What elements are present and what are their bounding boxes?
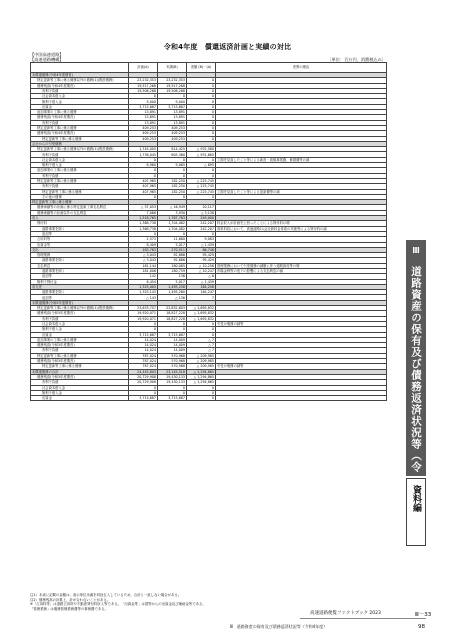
row-plan: 8,960 bbox=[129, 163, 158, 168]
row-actual: 23,232,353 bbox=[158, 78, 187, 83]
row-plan: 23,633,757 bbox=[129, 306, 158, 311]
footnote: 注2）債務残高の計算上、計が合わないことがある。 bbox=[30, 597, 111, 602]
row-plan: 0 bbox=[129, 168, 158, 173]
row-actual: 0 bbox=[158, 231, 187, 236]
row-actual: 3,715,687 bbox=[158, 104, 187, 109]
row-diff: 0 bbox=[187, 120, 216, 125]
row-plan: 0 bbox=[129, 194, 158, 199]
row-label: 出資金 bbox=[31, 104, 129, 109]
header-diff: 差額 (B)－(A) bbox=[187, 63, 216, 73]
row-plan: 13,891 bbox=[129, 120, 158, 125]
row-diff: 20,117 bbox=[187, 205, 216, 210]
row-actual: 570,968 bbox=[158, 364, 187, 369]
row-label: 会社からの引受債務 bbox=[31, 141, 129, 146]
appendix-tab[interactable] bbox=[406, 478, 426, 546]
row-actual: 0 bbox=[158, 168, 187, 173]
row-plan: 19,920,071 bbox=[129, 311, 158, 316]
row-diff: △ 1,294,865 bbox=[187, 369, 216, 374]
row-label: 有利子負債 bbox=[31, 173, 129, 178]
row-diff: △ 1,294,865 bbox=[187, 374, 216, 379]
row-diff: △ 931,685 bbox=[187, 152, 216, 157]
row-label: 社会資本借入金 bbox=[31, 157, 129, 162]
row-plan: △ 3,043 bbox=[129, 258, 158, 263]
row-actual: 570,968 bbox=[158, 359, 187, 364]
row-diff: △ 1,294,865 bbox=[187, 380, 216, 385]
row-actual: 1,495,260 bbox=[158, 290, 187, 295]
row-label: 占用料等 bbox=[31, 237, 129, 242]
row-plan: 20,729,908 bbox=[129, 380, 158, 385]
row-label: 有利子負債 bbox=[31, 184, 129, 189]
row-label: 管理業務 bbox=[31, 253, 129, 258]
row-reason: 管理業務において引受債務の減額に伴う道路資産等の増 bbox=[216, 263, 387, 268]
footer-chapter: Ⅲ 道路資産の保有及び債務返済状況等（令和4年度） bbox=[230, 624, 328, 629]
page-title: 令和4年度 償還返済計画と実績の対比 bbox=[163, 43, 292, 51]
row-actual: 5,017 bbox=[158, 242, 187, 247]
row-diff: 0 bbox=[187, 131, 216, 136]
row-label: 追加等 bbox=[31, 295, 129, 300]
row-actual: 180,759 bbox=[158, 268, 187, 273]
row-diff: 0 bbox=[187, 231, 216, 236]
row-label: 債務残高(令和5年度期首) bbox=[31, 343, 129, 348]
row-label: その他の債務 bbox=[31, 194, 129, 199]
row-reason: 工期を見直したこと等による新設・改築事業費、修繕費等の減 bbox=[216, 157, 387, 162]
row-plan: 1,325,005 bbox=[129, 284, 158, 289]
row-label: 社会資本借入金 bbox=[31, 385, 129, 390]
footer-book-title: 高速道路便覧ファクトブック 2023 bbox=[310, 611, 381, 616]
row-label: 無利子貸付金 bbox=[31, 279, 129, 284]
row-plan: 407,965 bbox=[129, 178, 158, 183]
row-plan: 14,024 bbox=[129, 343, 158, 348]
row-actual: 19,506,268 bbox=[158, 88, 187, 93]
row-diff: △ 209,985 bbox=[187, 364, 216, 369]
row-actual: 0 bbox=[158, 390, 187, 395]
row-diff: 0 bbox=[187, 194, 216, 199]
row-diff: 0 bbox=[187, 173, 216, 178]
row-actual: 0 bbox=[158, 194, 187, 199]
row-actual: 9,000 bbox=[158, 99, 187, 104]
row-actual: 1,704,082 bbox=[158, 226, 187, 231]
row-diff: △ 932,580 bbox=[187, 147, 216, 152]
footnote: 「管理業務」は債務管理業務費等の事務費である。 bbox=[30, 606, 108, 611]
row-diff: 0 bbox=[187, 110, 216, 115]
row-plan: 13,891 bbox=[129, 110, 158, 115]
row-label: 特定更新等工事に係る債務 bbox=[31, 364, 129, 369]
row-plan: 0 bbox=[129, 327, 158, 332]
row-diff: 0 bbox=[187, 78, 216, 83]
row-actual: 3,715,687 bbox=[158, 396, 187, 401]
row-actual: 409,253 bbox=[158, 125, 187, 130]
row-label: 未償還債務(令和4年度期首) bbox=[31, 73, 129, 78]
row-diff: 9,083 bbox=[187, 237, 216, 242]
row-actual: 13,891 bbox=[158, 120, 187, 125]
header-reason: 差異の理由 bbox=[216, 63, 387, 73]
row-diff: △ 1,695,832 bbox=[187, 306, 216, 311]
table-header-row bbox=[31, 63, 387, 73]
row-actual: 3,930 bbox=[158, 210, 187, 215]
row-plan: 9,000 bbox=[129, 99, 158, 104]
row-actual: 13,891 bbox=[158, 110, 187, 115]
row-actual: 0 bbox=[158, 173, 187, 178]
row-label: 道路事業を除く bbox=[31, 226, 129, 231]
row-actual: 182,250 bbox=[158, 184, 187, 189]
row-label: 特定更新等工事に係る債務以外の債務(1)(既設債務) bbox=[31, 306, 129, 311]
row-actual: 92,686 bbox=[158, 253, 187, 258]
row-plan: 407,965 bbox=[129, 189, 158, 194]
row-label: 社会資本借入金 bbox=[31, 94, 129, 99]
row-diff: △ 7 bbox=[187, 348, 216, 353]
row-plan: 409,253 bbox=[129, 131, 158, 136]
row-actual: 19,430,133 bbox=[158, 380, 187, 385]
footnotes bbox=[30, 593, 390, 611]
row-plan: 407,965 bbox=[129, 184, 158, 189]
row-label: 追加事業の工事に係る債務 bbox=[31, 168, 129, 173]
row-plan: 1,325,143 bbox=[129, 290, 158, 295]
row-label: 債務承継等の計画以外の支払利息 bbox=[31, 210, 129, 215]
row-plan: 13,891 bbox=[129, 115, 158, 120]
row-diff: △ 225,745 bbox=[187, 184, 216, 189]
row-diff: △ 3,138 bbox=[187, 210, 216, 215]
row-diff: 249,000 bbox=[187, 216, 216, 221]
row-label: 未償還債務の合計 bbox=[31, 369, 129, 374]
row-label: 出資金 bbox=[31, 396, 129, 401]
row-reason: 料金収入が計画を上回ったことによる貸付料の増 bbox=[216, 221, 387, 226]
row-actual: 14,009 bbox=[158, 348, 187, 353]
row-diff: 7 bbox=[187, 295, 216, 300]
row-plan: 3,715,687 bbox=[129, 104, 158, 109]
row-label: 有利子負債 bbox=[31, 152, 129, 157]
row-label: 道路事業を除く bbox=[31, 268, 129, 273]
row-label: 特定更新等工事に係る債務 bbox=[31, 353, 129, 358]
row-label: 無利子借入金 bbox=[31, 390, 129, 395]
row-plan: 7,068 bbox=[129, 210, 158, 215]
row-actual: 11,660 bbox=[158, 237, 187, 242]
row-actual: 23,145,518 bbox=[158, 369, 187, 374]
row-diff: △ 1,439 bbox=[187, 242, 216, 247]
row-plan: 1,518,765 bbox=[129, 216, 158, 221]
repayment-table bbox=[30, 62, 387, 401]
row-diff: 0 bbox=[187, 168, 216, 173]
row-actual: 22,832,603 bbox=[158, 306, 187, 311]
row-label: 無利子借入金 bbox=[31, 327, 129, 332]
row-actual: 14,009 bbox=[158, 343, 187, 348]
row-plan: 20,729,908 bbox=[129, 374, 158, 379]
row-diff: △ 10,247 bbox=[187, 268, 216, 273]
header-actual: 実績(B) bbox=[158, 63, 187, 73]
row-reason: 引受け債務の減等 bbox=[216, 364, 387, 369]
row-plan: 409,253 bbox=[129, 125, 158, 130]
row-reason: 市場金利等の低下の影響による支払利息の減 bbox=[216, 268, 387, 273]
row-label: 有利子負債 bbox=[31, 120, 129, 125]
row-plan: 787,024 bbox=[129, 353, 158, 358]
row-label: 追加事業の工事に係る債務 bbox=[31, 110, 129, 115]
row-label: 追加事業の工事に係る債務 bbox=[31, 337, 129, 342]
row-label: 特定更新等工事に係る債務以外の債務(1)(既設債務) bbox=[31, 78, 129, 83]
row-label: 特定更新等工事に係る債務 bbox=[31, 125, 129, 130]
row-label: 無利子借入金 bbox=[31, 99, 129, 104]
row-plan: 0 bbox=[129, 385, 158, 390]
row-reason: 引受け債務の減等 bbox=[216, 321, 387, 326]
row-plan: 1,745,005 bbox=[129, 147, 158, 152]
row-actual: 0 bbox=[158, 385, 187, 390]
chapter-number: Ⅲ bbox=[412, 246, 420, 255]
row-plan: 183,783 bbox=[129, 247, 158, 252]
row-label: 無利子借入金 bbox=[31, 163, 129, 168]
row-diff: 164,247 bbox=[187, 290, 216, 295]
row-diff: 0 bbox=[187, 104, 216, 109]
row-actual: 1,495,258 bbox=[158, 284, 187, 289]
unit-label: ［単位：百万円、消費税込み］ bbox=[327, 57, 386, 62]
row-label: 特定更新等工事に係る債務以外の債務(1)(既設債務) bbox=[31, 147, 129, 152]
row-diff: △ 895 bbox=[187, 163, 216, 168]
row-plan: 2,573 bbox=[129, 237, 158, 242]
row-label: 貸付料 bbox=[31, 221, 129, 226]
row-actual: 180,085 bbox=[158, 263, 187, 268]
row-plan: 14,024 bbox=[129, 337, 158, 342]
row-plan: 0 bbox=[129, 157, 158, 162]
row-plan: 0 bbox=[129, 94, 158, 99]
row-diff: 0 bbox=[187, 125, 216, 130]
row-actual: 805,360 bbox=[158, 152, 187, 157]
row-actual: 13,891 bbox=[158, 115, 187, 120]
row-diff: 0 bbox=[187, 332, 216, 337]
row-diff: △ 10,256 bbox=[187, 263, 216, 268]
row-plan: 23,232,353 bbox=[129, 78, 158, 83]
row-diff: 0 bbox=[187, 115, 216, 120]
row-diff: 0 bbox=[187, 157, 216, 162]
row-actual: △ 136 bbox=[158, 295, 187, 300]
row-label: 特定更新等工事に係る債務 bbox=[31, 200, 129, 205]
row-actual: 270,511 bbox=[158, 247, 187, 252]
header-item bbox=[31, 63, 129, 73]
row-reason: 工期を見直したこと等による更新費等の減 bbox=[216, 189, 387, 194]
row-plan: 19,506,268 bbox=[129, 88, 158, 93]
row-label: 支出 bbox=[31, 247, 129, 252]
row-actual: 136 bbox=[158, 274, 187, 279]
row-reason bbox=[216, 396, 387, 401]
footer-divider bbox=[300, 618, 426, 619]
row-diff: △ 1,695,832 bbox=[187, 316, 216, 321]
row-actual: 14,009 bbox=[158, 337, 187, 342]
row-diff: △ 225,745 bbox=[187, 178, 216, 183]
row-actual: 5,017 bbox=[158, 279, 187, 284]
row-plan: △ 143 bbox=[129, 295, 158, 300]
row-label: 債務残高(令和4年度期首) bbox=[31, 115, 129, 120]
row-label: 特定更新等工事に係る債務 bbox=[31, 189, 129, 194]
row-diff: 0 bbox=[187, 83, 216, 88]
row-actual: 19,430,133 bbox=[158, 374, 187, 379]
row-actual: 18,827,228 bbox=[158, 316, 187, 321]
row-actual: 182,250 bbox=[158, 178, 187, 183]
row-diff: △ 6 bbox=[187, 274, 216, 279]
row-actual: 182,250 bbox=[158, 189, 187, 194]
row-plan: 0 bbox=[129, 321, 158, 326]
row-plan: 24,445,803 bbox=[129, 369, 158, 374]
row-actual: 409,253 bbox=[158, 131, 187, 136]
row-diff: △ 209,985 bbox=[187, 359, 216, 364]
row-label: 道路事業を除く bbox=[31, 258, 129, 263]
row-label: 債務承継等の計画に係る特定更新工事支払利息 bbox=[31, 205, 129, 210]
row-plan: 3,715,687 bbox=[129, 332, 158, 337]
row-plan: 19,517,268 bbox=[129, 83, 158, 88]
row-diff: △ 7 bbox=[187, 337, 216, 342]
row-diff: 0 bbox=[187, 385, 216, 390]
footnote: ※「占用料等」は道路占用料や不動産貸付料収入等である。「出資金等」は国等からの出資金及び補助金等である。 bbox=[30, 602, 206, 607]
row-diff: 95,429 bbox=[187, 253, 216, 258]
chapter-title: 道路資産の保有及び債務返済状況等（令和4年度） bbox=[390, 265, 422, 473]
row-plan: 787,024 bbox=[129, 359, 158, 364]
row-diff: 242,207 bbox=[187, 226, 216, 231]
row-label: 出資金等 bbox=[31, 242, 129, 247]
row-plan: △ 3,043 bbox=[129, 253, 158, 258]
row-diff: 0 bbox=[187, 327, 216, 332]
subject-label: 【高速道路機構】 bbox=[30, 57, 64, 62]
row-diff: 0 bbox=[187, 390, 216, 395]
row-label: 債務残高(令和5年度期首) bbox=[31, 359, 129, 364]
row-diff: 0 bbox=[187, 94, 216, 99]
row-actual: 1,704,082 bbox=[158, 221, 187, 226]
row-diff: 0 bbox=[187, 99, 216, 104]
row-diff: △ 1,439 bbox=[187, 279, 216, 284]
row-plan: 409,253 bbox=[129, 136, 158, 141]
row-actual: 0 bbox=[158, 157, 187, 162]
row-diff: 0 bbox=[187, 88, 216, 93]
row-label: 支払利息 bbox=[31, 263, 129, 268]
row-actual: 9,065 bbox=[158, 163, 187, 168]
row-label: 有利子負債 bbox=[31, 380, 129, 385]
footer-section-page: Ⅲ－33 bbox=[415, 612, 432, 618]
footer-page-number: 98 bbox=[418, 624, 425, 630]
row-actual: 0 bbox=[158, 321, 187, 326]
header-plan: 計画(A) bbox=[129, 63, 158, 73]
row-label: 債務残高(令和5年度期首) bbox=[31, 374, 129, 379]
row-diff: △ 7 bbox=[187, 343, 216, 348]
row-plan: 8,409 bbox=[129, 242, 158, 247]
row-plan: 6,454 bbox=[129, 279, 158, 284]
row-label: 特定更新等工事に係る債務 bbox=[31, 136, 129, 141]
table-row bbox=[31, 396, 387, 401]
row-actual: 409,253 bbox=[158, 136, 187, 141]
row-label: 収入 bbox=[31, 216, 129, 221]
row-plan: 19,920,071 bbox=[129, 316, 158, 321]
row-label: 債務残高(令和5年度期首) bbox=[31, 311, 129, 316]
row-label: 社会資本借入金 bbox=[31, 321, 129, 326]
row-actual: 19,517,268 bbox=[158, 83, 187, 88]
row-diff: 0 bbox=[187, 136, 216, 141]
row-diff: 95,429 bbox=[187, 258, 216, 263]
row-label: 債務残高(令和4年度期首) bbox=[31, 131, 129, 136]
row-actual: 0 bbox=[158, 327, 187, 332]
row-actual: 814,425 bbox=[158, 147, 187, 152]
row-plan: 181,006 bbox=[129, 268, 158, 273]
row-label: 出資金 bbox=[31, 332, 129, 337]
row-actual: 1,767,763 bbox=[158, 216, 187, 221]
row-reason: 高料料収において、高速道路11会社新料金体系の実施等による貸付料の減 bbox=[216, 226, 387, 231]
row-actual: 0 bbox=[158, 94, 187, 99]
appendix-label: 資料編 bbox=[411, 485, 421, 512]
row-plan: 787,024 bbox=[129, 364, 158, 369]
row-diff: 242,207 bbox=[187, 221, 216, 226]
company-label: 【中国高速道路】 bbox=[30, 52, 64, 57]
row-actual: 570,968 bbox=[158, 353, 187, 358]
row-plan: 3,715,687 bbox=[129, 396, 158, 401]
row-label: 特定更新等工事に係る債務 bbox=[31, 178, 129, 183]
row-label: 有利子負債 bbox=[31, 348, 129, 353]
row-diff: 0 bbox=[187, 396, 216, 401]
row-plan: 14,024 bbox=[129, 348, 158, 353]
row-diff: △ 225,745 bbox=[187, 189, 216, 194]
row-label: 有利子負債 bbox=[31, 316, 129, 321]
row-label: 収支差 bbox=[31, 284, 129, 289]
row-plan: 0 bbox=[129, 173, 158, 178]
row-plan: 181,144 bbox=[129, 263, 158, 268]
row-actual: △ 16,949 bbox=[158, 205, 187, 210]
row-diff: △ 209,985 bbox=[187, 353, 216, 358]
row-label: 追加等 bbox=[31, 274, 129, 279]
row-actual: 3,715,687 bbox=[158, 332, 187, 337]
row-plan: △ 37,053 bbox=[129, 205, 158, 210]
row-diff: 86,748 bbox=[187, 247, 216, 252]
row-label: 債務残高(令和4年度期首) bbox=[31, 83, 129, 88]
row-label: 有利子負債 bbox=[31, 88, 129, 93]
chapter-side-tab[interactable] bbox=[390, 240, 426, 476]
row-diff: 0 bbox=[187, 321, 216, 326]
footnote: 注1）本表に記載の金額は、表示単位未満を四捨五入しているため、合計と一致しない場合がある。 bbox=[30, 593, 182, 597]
row-diff: 164,258 bbox=[187, 284, 216, 289]
row-plan: 1,736,045 bbox=[129, 152, 158, 157]
row-plan: 0 bbox=[129, 231, 158, 236]
row-actual: 92,686 bbox=[158, 258, 187, 263]
row-plan: 1,368,738 bbox=[129, 221, 158, 226]
row-diff: △ 1,695,832 bbox=[187, 311, 216, 316]
row-label: 未償還債務(令和5年度期首) bbox=[31, 300, 129, 305]
row-label: 追加等 bbox=[31, 231, 129, 236]
row-plan: 142 bbox=[129, 274, 158, 279]
row-plan: 0 bbox=[129, 390, 158, 395]
row-label: 道路事業を除く bbox=[31, 290, 129, 295]
row-plan: 1,368,738 bbox=[129, 226, 158, 231]
row-actual: 18,827,228 bbox=[158, 311, 187, 316]
